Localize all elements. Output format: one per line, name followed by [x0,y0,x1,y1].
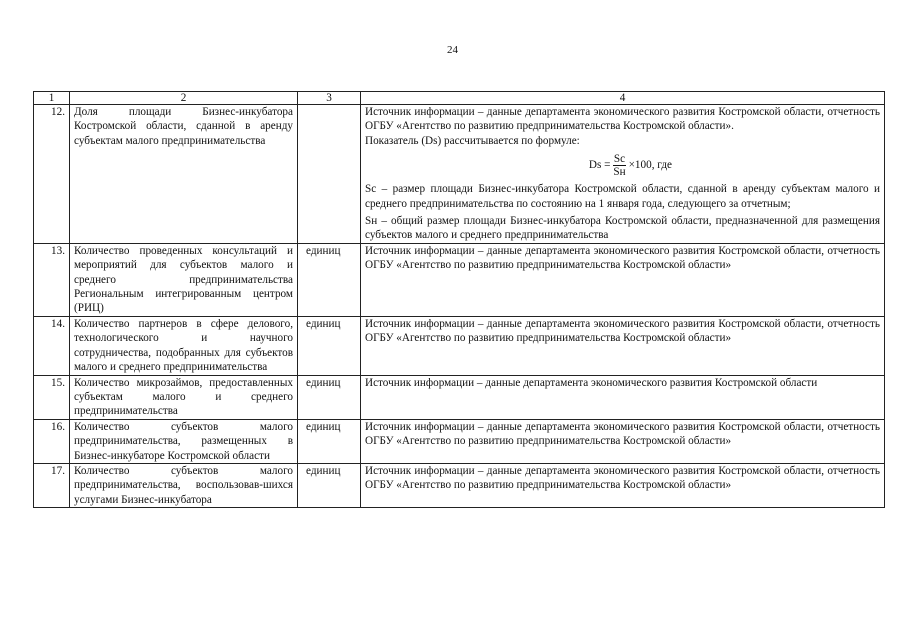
indicator-source-text: Источник информации – данные департамента экономического развития Костромской области, отчетность ОГБУ «Агентство по развитию предпринимательства Костромской области» [365,464,880,492]
indicator-name: Доля площади Бизнес-инкубатора Костромской области, сданной в аренду субъектам малого предпринимательства [70,105,298,244]
indicators-table [33,91,885,508]
indicator-unit: единиц [298,243,361,316]
row-number: 16. [34,419,70,463]
column-header-3: 3 [298,92,361,105]
indicator-name: Количество субъектов малого предпринимательства, размещенных в Бизнес-инкубаторе Костромской области [70,419,298,463]
table-row [34,243,885,316]
indicator-name: Количество проведенных консультаций и мероприятий для субъектов малого и среднего предпринимательства Региональным интегрированным центром (РИЦ) [70,243,298,316]
row-number: 15. [34,375,70,419]
table-row [34,419,885,463]
table-header-row [34,92,885,105]
page-number: 24 [447,44,458,56]
formula-intro: Показатель (Ds) рассчитывается по формуле: [365,134,580,147]
column-header-4: 4 [361,92,885,105]
indicator-source [361,463,885,507]
row-number: 13. [34,243,70,316]
column-header-1: 1 [34,92,70,105]
table-row [34,316,885,375]
row-number: 14. [34,316,70,375]
indicator-unit: единиц [298,375,361,419]
formula-fraction [612,153,626,178]
formula-rhs: ×100, где [628,159,672,172]
indicator-source: Источник информации – данные департамента экономического развития Костромской области, отчетность ОГБУ «Агентство по развитию предпринимательства Костромской области» [361,243,885,316]
indicator-unit [298,105,361,244]
row-number: 12. [34,105,70,244]
indicator-source [361,105,885,244]
sc-definition: Sc – размер площади Бизнес-инкубатора Костромской области, сданной в аренду субъектам малого и среднего предпринимательства по состоянию на 1 января года, следующего за отчетным; [365,183,880,210]
indicator-unit: единиц [298,316,361,375]
indicator-source: Источник информации – данные департамента экономического развития Костромской области, отчетность ОГБУ «Агентство по развитию предпринимательства Костромской области» [361,316,885,375]
formula-numerator: Sc [613,152,626,165]
row-number: 17. [34,463,70,507]
indicator-unit: единиц [298,419,361,463]
indicator-name [70,463,298,507]
formula-lhs: Ds = [588,159,611,172]
formula [365,148,880,182]
table-row [34,463,885,507]
indicator-name: Количество партнеров в сфере делового, технологического и научного сотрудничества, подобранных для субъектов малого и среднего предпринимательства [70,316,298,375]
indicator-source: Источник информации – данные департамента экономического развития Костромской области [361,375,885,419]
table-row [34,105,885,244]
table-row [34,375,885,419]
indicator-unit: единиц [298,463,361,507]
indicator-name: Количество микрозаймов, предоставленных субъектам малого и среднего предпринимательства [70,375,298,419]
indicator-source: Источник информации – данные департамента экономического развития Костромской области, отчетность ОГБУ «Агентство по развитию предпринимательства Костромской области» [361,419,885,463]
formula-denominator: Sн [613,165,626,178]
column-header-2: 2 [70,92,298,105]
indicator-name-text: Количество субъектов малого предпринимательства, воспользовав-шихся услугами Бизнес-инкубатора [74,464,293,506]
sh-definition: Sн – общий размер площади Бизнес-инкубатора Костромской области, предназначенной для размещения субъектов малого и среднего предпринимательства [365,215,880,242]
source-text: Источник информации – данные департамента экономического развития Костромской области, отчетность ОГБУ «Агентство по развитию предпринимательства Костромской области». [365,106,880,133]
